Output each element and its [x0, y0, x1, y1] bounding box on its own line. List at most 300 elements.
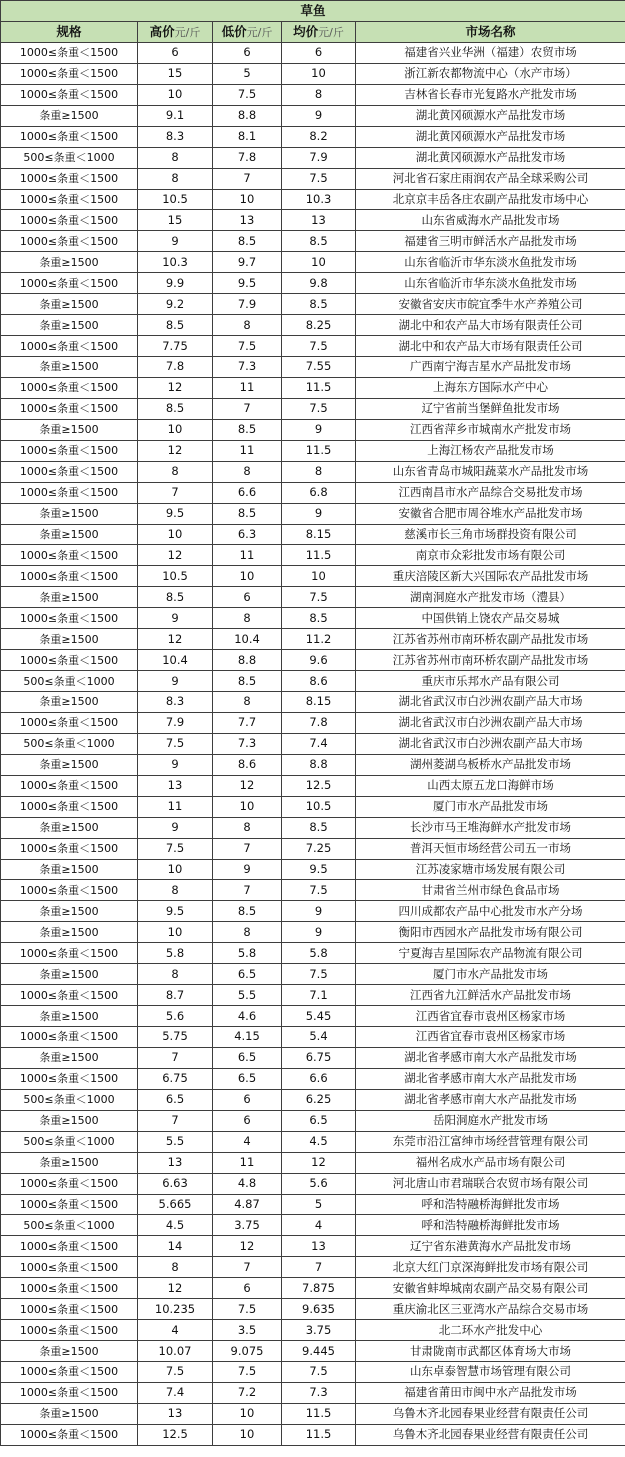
spec-cell: 条重≥1500	[1, 524, 138, 545]
high-price-cell: 9.1	[138, 105, 213, 126]
low-price-cell: 6	[213, 587, 282, 608]
market-cell: 湖北省武汉市白沙洲农副产品大市场	[356, 733, 625, 754]
table-row	[1, 566, 625, 587]
low-price-cell: 7	[213, 1257, 282, 1278]
spec-cell: 条重≥1500	[1, 817, 138, 838]
table-row	[1, 775, 625, 796]
high-price-cell: 6.5	[138, 1089, 213, 1110]
table-row	[1, 440, 625, 461]
table-row	[1, 1110, 625, 1131]
table-row	[1, 42, 625, 63]
low-price-cell: 4.87	[213, 1194, 282, 1215]
high-price-cell: 7.5	[138, 1362, 213, 1383]
high-price-cell: 9	[138, 671, 213, 692]
table-row	[1, 1173, 625, 1194]
spec-cell: 500≤条重＜1000	[1, 147, 138, 168]
avg-price-cell: 9.8	[282, 273, 356, 294]
high-price-cell: 14	[138, 1236, 213, 1257]
high-price-cell: 9	[138, 754, 213, 775]
low-price-cell: 8	[213, 817, 282, 838]
table-body	[1, 42, 625, 1445]
spec-cell: 条重≥1500	[1, 922, 138, 943]
avg-price-cell: 7.5	[282, 168, 356, 189]
low-price-cell: 8	[213, 922, 282, 943]
market-cell: 上海江杨农产品批发市场	[356, 440, 625, 461]
market-cell: 厦门市水产品批发市场	[356, 964, 625, 985]
table-row	[1, 712, 625, 733]
table-row	[1, 1320, 625, 1341]
table-row	[1, 503, 625, 524]
avg-price-cell: 8.2	[282, 126, 356, 147]
spec-cell: 条重≥1500	[1, 964, 138, 985]
low-price-cell: 8	[213, 608, 282, 629]
low-price-cell: 10	[213, 796, 282, 817]
low-price-cell: 13	[213, 210, 282, 231]
spec-cell: 条重≥1500	[1, 692, 138, 713]
low-price-cell: 12	[213, 775, 282, 796]
spec-cell: 条重≥1500	[1, 1152, 138, 1173]
high-price-cell: 9.9	[138, 273, 213, 294]
spec-cell: 1000≤条重＜1500	[1, 440, 138, 461]
avg-price-cell: 12	[282, 1152, 356, 1173]
spec-cell: 1000≤条重＜1500	[1, 775, 138, 796]
high-price-cell: 6	[138, 42, 213, 63]
low-price-cell: 11	[213, 440, 282, 461]
low-price-cell: 8.5	[213, 671, 282, 692]
high-price-cell: 10.5	[138, 566, 213, 587]
market-cell: 甘肃省兰州市绿色食品市场	[356, 880, 625, 901]
avg-price-cell: 8.5	[282, 817, 356, 838]
header-avg-label: 均价	[293, 23, 319, 39]
avg-price-cell: 7.55	[282, 357, 356, 378]
low-price-cell: 7.7	[213, 712, 282, 733]
high-price-cell: 8	[138, 880, 213, 901]
market-cell: 福建省莆田市闽中水产品批发市场	[356, 1382, 625, 1403]
table-row	[1, 901, 625, 922]
table-row	[1, 629, 625, 650]
table-row	[1, 859, 625, 880]
high-price-cell: 7.5	[138, 733, 213, 754]
low-price-cell: 3.75	[213, 1215, 282, 1236]
spec-cell: 1000≤条重＜1500	[1, 1194, 138, 1215]
spec-cell: 1000≤条重＜1500	[1, 943, 138, 964]
avg-price-cell: 5.4	[282, 1027, 356, 1048]
low-price-cell: 9	[213, 859, 282, 880]
spec-cell: 1000≤条重＜1500	[1, 712, 138, 733]
market-cell: 湖北省武汉市白沙洲农副产品大市场	[356, 712, 625, 733]
table-row	[1, 398, 625, 419]
avg-price-cell: 9.6	[282, 650, 356, 671]
market-cell: 安徽省安庆市皖宜季牛水产养殖公司	[356, 294, 625, 315]
spec-cell: 1000≤条重＜1500	[1, 63, 138, 84]
avg-price-cell: 11.2	[282, 629, 356, 650]
low-price-cell: 12	[213, 1236, 282, 1257]
spec-cell: 1000≤条重＜1500	[1, 1278, 138, 1299]
table-row	[1, 964, 625, 985]
low-price-cell: 6.6	[213, 482, 282, 503]
low-price-cell: 10	[213, 1403, 282, 1424]
market-cell: 湖州菱湖乌板桥水产品批发市场	[356, 754, 625, 775]
spec-cell: 条重≥1500	[1, 419, 138, 440]
low-price-cell: 4.6	[213, 1006, 282, 1027]
avg-price-cell: 6.6	[282, 1068, 356, 1089]
table-row	[1, 210, 625, 231]
market-cell: 福州名成水产品市场有限公司	[356, 1152, 625, 1173]
spec-cell: 1000≤条重＜1500	[1, 838, 138, 859]
spec-cell: 500≤条重＜1000	[1, 671, 138, 692]
table-row	[1, 524, 625, 545]
avg-price-cell: 8.5	[282, 608, 356, 629]
low-price-cell: 10.4	[213, 629, 282, 650]
spec-cell: 条重≥1500	[1, 901, 138, 922]
market-cell: 慈溪市长三角市场群投资有限公司	[356, 524, 625, 545]
avg-price-cell: 7.4	[282, 733, 356, 754]
low-price-cell: 10	[213, 566, 282, 587]
table-row	[1, 1215, 625, 1236]
high-price-cell: 9	[138, 608, 213, 629]
spec-cell: 500≤条重＜1000	[1, 1215, 138, 1236]
spec-cell: 1000≤条重＜1500	[1, 377, 138, 398]
spec-cell: 500≤条重＜1000	[1, 733, 138, 754]
avg-price-cell: 5.8	[282, 943, 356, 964]
low-price-cell: 7	[213, 838, 282, 859]
market-cell: 江苏省苏州市南环桥农副产品批发市场	[356, 629, 625, 650]
market-cell: 北二环水产批发中心	[356, 1320, 625, 1341]
spec-cell: 1000≤条重＜1500	[1, 545, 138, 566]
header-low-label: 低价	[221, 23, 247, 39]
low-price-cell: 6	[213, 1089, 282, 1110]
spec-cell: 1000≤条重＜1500	[1, 42, 138, 63]
avg-price-cell: 8.6	[282, 671, 356, 692]
low-price-cell: 8	[213, 461, 282, 482]
header-high-unit: 元/斤	[174, 25, 201, 39]
high-price-cell: 8.5	[138, 315, 213, 336]
market-cell: 湖北中和农产品大市场有限责任公司	[356, 336, 625, 357]
low-price-cell: 7.3	[213, 733, 282, 754]
spec-cell: 1000≤条重＜1500	[1, 1320, 138, 1341]
table-row	[1, 1362, 625, 1383]
table-row	[1, 1027, 625, 1048]
market-cell: 山东省青岛市城阳蔬菜水产品批发市场	[356, 461, 625, 482]
low-price-cell: 11	[213, 545, 282, 566]
avg-price-cell: 8.5	[282, 294, 356, 315]
low-price-cell: 7	[213, 168, 282, 189]
avg-price-cell: 8.15	[282, 524, 356, 545]
high-price-cell: 13	[138, 1152, 213, 1173]
low-price-cell: 8.6	[213, 754, 282, 775]
market-cell: 安徽省合肥市周谷堆水产品批发市场	[356, 503, 625, 524]
market-cell: 宁夏海吉星国际农产品物流有限公司	[356, 943, 625, 964]
market-cell: 南京市众彩批发市场有限公司	[356, 545, 625, 566]
market-cell: 江西南昌市水产品综合交易批发市场	[356, 482, 625, 503]
high-price-cell: 7.5	[138, 838, 213, 859]
low-price-cell: 11	[213, 377, 282, 398]
low-price-cell: 9.5	[213, 273, 282, 294]
low-price-cell: 6	[213, 42, 282, 63]
market-cell: 广西南宁海吉星水产品批发市场	[356, 357, 625, 378]
avg-price-cell: 7.5	[282, 880, 356, 901]
avg-price-cell: 10.5	[282, 796, 356, 817]
table-row	[1, 147, 625, 168]
avg-price-cell: 7.5	[282, 398, 356, 419]
high-price-cell: 12	[138, 629, 213, 650]
avg-price-cell: 11.5	[282, 1403, 356, 1424]
table-row	[1, 1424, 625, 1445]
avg-price-cell: 6.75	[282, 1047, 356, 1068]
header-high-price	[138, 21, 213, 42]
avg-price-cell: 7.8	[282, 712, 356, 733]
low-price-cell: 5.8	[213, 943, 282, 964]
avg-price-cell: 9.445	[282, 1341, 356, 1362]
high-price-cell: 10	[138, 922, 213, 943]
low-price-cell: 6	[213, 1110, 282, 1131]
high-price-cell: 8.3	[138, 126, 213, 147]
table-row	[1, 1403, 625, 1424]
low-price-cell: 4	[213, 1131, 282, 1152]
table-row	[1, 608, 625, 629]
spec-cell: 1000≤条重＜1500	[1, 168, 138, 189]
high-price-cell: 7	[138, 482, 213, 503]
spec-cell: 条重≥1500	[1, 294, 138, 315]
avg-price-cell: 13	[282, 1236, 356, 1257]
market-cell: 北京京丰岳各庄农副产品批发市场中心	[356, 189, 625, 210]
table-row	[1, 294, 625, 315]
low-price-cell: 7	[213, 880, 282, 901]
high-price-cell: 7.8	[138, 357, 213, 378]
high-price-cell: 5.75	[138, 1027, 213, 1048]
market-cell: 普洱天恒市场经营公司五一市场	[356, 838, 625, 859]
avg-price-cell: 10.3	[282, 189, 356, 210]
market-cell: 江西省宜春市袁州区杨家市场	[356, 1006, 625, 1027]
table-row	[1, 838, 625, 859]
table-row	[1, 922, 625, 943]
table-row	[1, 315, 625, 336]
avg-price-cell: 9	[282, 105, 356, 126]
low-price-cell: 8.1	[213, 126, 282, 147]
table-row	[1, 545, 625, 566]
table-row	[1, 943, 625, 964]
table-row	[1, 985, 625, 1006]
avg-price-cell: 7.5	[282, 964, 356, 985]
table-row	[1, 880, 625, 901]
market-cell: 山东省威海水产品批发市场	[356, 210, 625, 231]
header-low-unit: 元/斤	[246, 25, 273, 39]
spec-cell: 500≤条重＜1000	[1, 1131, 138, 1152]
avg-price-cell: 6.25	[282, 1089, 356, 1110]
low-price-cell: 8.8	[213, 650, 282, 671]
market-cell: 东莞市沿江富绅市场经营管理有限公司	[356, 1131, 625, 1152]
avg-price-cell: 8	[282, 84, 356, 105]
avg-price-cell: 7.25	[282, 838, 356, 859]
low-price-cell: 3.5	[213, 1320, 282, 1341]
spec-cell: 条重≥1500	[1, 1047, 138, 1068]
table-row	[1, 650, 625, 671]
high-price-cell: 7.9	[138, 712, 213, 733]
high-price-cell: 8.5	[138, 398, 213, 419]
avg-price-cell: 6.8	[282, 482, 356, 503]
market-cell: 重庆市乐邦水产品有限公司	[356, 671, 625, 692]
avg-price-cell: 5	[282, 1194, 356, 1215]
table-row	[1, 1047, 625, 1068]
avg-price-cell: 11.5	[282, 545, 356, 566]
high-price-cell: 4.5	[138, 1215, 213, 1236]
high-price-cell: 4	[138, 1320, 213, 1341]
header-high-label: 高价	[149, 23, 175, 39]
spec-cell: 条重≥1500	[1, 1341, 138, 1362]
avg-price-cell: 6	[282, 42, 356, 63]
market-cell: 上海东方国际水产中心	[356, 377, 625, 398]
avg-price-cell: 13	[282, 210, 356, 231]
market-cell: 呼和浩特融桥海鲜批发市场	[356, 1215, 625, 1236]
high-price-cell: 10	[138, 84, 213, 105]
market-cell: 安徽省蚌埠城南农副产品交易有限公司	[356, 1278, 625, 1299]
market-cell: 厦门市水产品批发市场	[356, 796, 625, 817]
avg-price-cell: 9	[282, 419, 356, 440]
market-cell: 江西省萍乡市城南水产批发市场	[356, 419, 625, 440]
spec-cell: 1000≤条重＜1500	[1, 608, 138, 629]
table-row	[1, 63, 625, 84]
header-avg-unit: 元/斤	[318, 25, 344, 39]
low-price-cell: 8.5	[213, 503, 282, 524]
low-price-cell: 7.2	[213, 1382, 282, 1403]
header-row	[1, 21, 625, 42]
low-price-cell: 7.5	[213, 1299, 282, 1320]
avg-price-cell: 7.9	[282, 147, 356, 168]
avg-price-cell: 7.3	[282, 1382, 356, 1403]
low-price-cell: 6.5	[213, 1047, 282, 1068]
low-price-cell: 6	[213, 1278, 282, 1299]
market-cell: 山西太原五龙口海鲜市场	[356, 775, 625, 796]
table-row	[1, 461, 625, 482]
high-price-cell: 9.5	[138, 503, 213, 524]
spec-cell: 1000≤条重＜1500	[1, 273, 138, 294]
spec-cell: 1000≤条重＜1500	[1, 231, 138, 252]
high-price-cell: 5.5	[138, 1131, 213, 1152]
avg-price-cell: 9.635	[282, 1299, 356, 1320]
spec-cell: 1000≤条重＜1500	[1, 796, 138, 817]
high-price-cell: 6.75	[138, 1068, 213, 1089]
avg-price-cell: 10	[282, 252, 356, 273]
avg-price-cell: 7.1	[282, 985, 356, 1006]
high-price-cell: 10	[138, 419, 213, 440]
table-row	[1, 1341, 625, 1362]
table-row	[1, 754, 625, 775]
table-row	[1, 273, 625, 294]
low-price-cell: 8.8	[213, 105, 282, 126]
high-price-cell: 13	[138, 1403, 213, 1424]
low-price-cell: 6.3	[213, 524, 282, 545]
high-price-cell: 8.3	[138, 692, 213, 713]
market-cell: 湖北中和农产品大市场有限责任公司	[356, 315, 625, 336]
market-cell: 江西省宜春市袁州区杨家市场	[356, 1027, 625, 1048]
high-price-cell: 11	[138, 796, 213, 817]
market-cell: 山东省临沂市华东淡水鱼批发市场	[356, 252, 625, 273]
spec-cell: 1000≤条重＜1500	[1, 880, 138, 901]
spec-cell: 1000≤条重＜1500	[1, 650, 138, 671]
avg-price-cell: 4	[282, 1215, 356, 1236]
market-cell: 福建省兴业华洲（福建）农贸市场	[356, 42, 625, 63]
market-cell: 湖北黄冈硕源水产品批发市场	[356, 147, 625, 168]
table-row	[1, 817, 625, 838]
avg-price-cell: 8.15	[282, 692, 356, 713]
spec-cell: 条重≥1500	[1, 754, 138, 775]
market-cell: 中国供销上饶农产品交易城	[356, 608, 625, 629]
high-price-cell: 8.5	[138, 587, 213, 608]
high-price-cell: 12	[138, 1278, 213, 1299]
low-price-cell: 10	[213, 189, 282, 210]
spec-cell: 1000≤条重＜1500	[1, 1027, 138, 1048]
high-price-cell: 9	[138, 817, 213, 838]
spec-cell: 1000≤条重＜1500	[1, 985, 138, 1006]
spec-cell: 1000≤条重＜1500	[1, 1257, 138, 1278]
avg-price-cell: 7.875	[282, 1278, 356, 1299]
spec-cell: 1000≤条重＜1500	[1, 566, 138, 587]
market-cell: 江苏凌家塘市场发展有限公司	[356, 859, 625, 880]
low-price-cell: 5.5	[213, 985, 282, 1006]
market-cell: 山东省临沂市华东淡水鱼批发市场	[356, 273, 625, 294]
table-row	[1, 1068, 625, 1089]
table-row	[1, 1382, 625, 1403]
spec-cell: 条重≥1500	[1, 105, 138, 126]
table-row	[1, 1257, 625, 1278]
market-cell: 湖北黄冈硕源水产品批发市场	[356, 126, 625, 147]
spec-cell: 1000≤条重＜1500	[1, 1173, 138, 1194]
table-row	[1, 1152, 625, 1173]
low-price-cell: 8	[213, 692, 282, 713]
avg-price-cell: 7.5	[282, 1362, 356, 1383]
market-cell: 江苏省苏州市南环桥农副产品批发市场	[356, 650, 625, 671]
high-price-cell: 8	[138, 1257, 213, 1278]
avg-price-cell: 12.5	[282, 775, 356, 796]
spec-cell: 1000≤条重＜1500	[1, 336, 138, 357]
spec-cell: 条重≥1500	[1, 503, 138, 524]
table-row	[1, 84, 625, 105]
low-price-cell: 5	[213, 63, 282, 84]
high-price-cell: 12	[138, 545, 213, 566]
low-price-cell: 9.7	[213, 252, 282, 273]
high-price-cell: 10.07	[138, 1341, 213, 1362]
high-price-cell: 7	[138, 1047, 213, 1068]
avg-price-cell: 11.5	[282, 377, 356, 398]
avg-price-cell: 11.5	[282, 1424, 356, 1445]
spec-cell: 条重≥1500	[1, 587, 138, 608]
high-price-cell: 10.5	[138, 189, 213, 210]
low-price-cell: 6.5	[213, 964, 282, 985]
high-price-cell: 15	[138, 63, 213, 84]
market-cell: 四川成都农产品中心批发市水产分场	[356, 901, 625, 922]
market-cell: 北京大红门京深海鲜批发市场有限公司	[356, 1257, 625, 1278]
high-price-cell: 8	[138, 461, 213, 482]
low-price-cell: 7.5	[213, 336, 282, 357]
spec-cell: 条重≥1500	[1, 252, 138, 273]
low-price-cell: 8.5	[213, 419, 282, 440]
avg-price-cell: 7.5	[282, 587, 356, 608]
avg-price-cell: 9	[282, 922, 356, 943]
high-price-cell: 10.4	[138, 650, 213, 671]
table-row	[1, 419, 625, 440]
spec-cell: 1000≤条重＜1500	[1, 1362, 138, 1383]
high-price-cell: 9.2	[138, 294, 213, 315]
high-price-cell: 5.665	[138, 1194, 213, 1215]
high-price-cell: 10.3	[138, 252, 213, 273]
avg-price-cell: 10	[282, 566, 356, 587]
market-cell: 甘肃陇南市武都区体育场大市场	[356, 1341, 625, 1362]
table-row	[1, 357, 625, 378]
avg-price-cell: 7	[282, 1257, 356, 1278]
table-row	[1, 105, 625, 126]
low-price-cell: 4.8	[213, 1173, 282, 1194]
table-row	[1, 126, 625, 147]
